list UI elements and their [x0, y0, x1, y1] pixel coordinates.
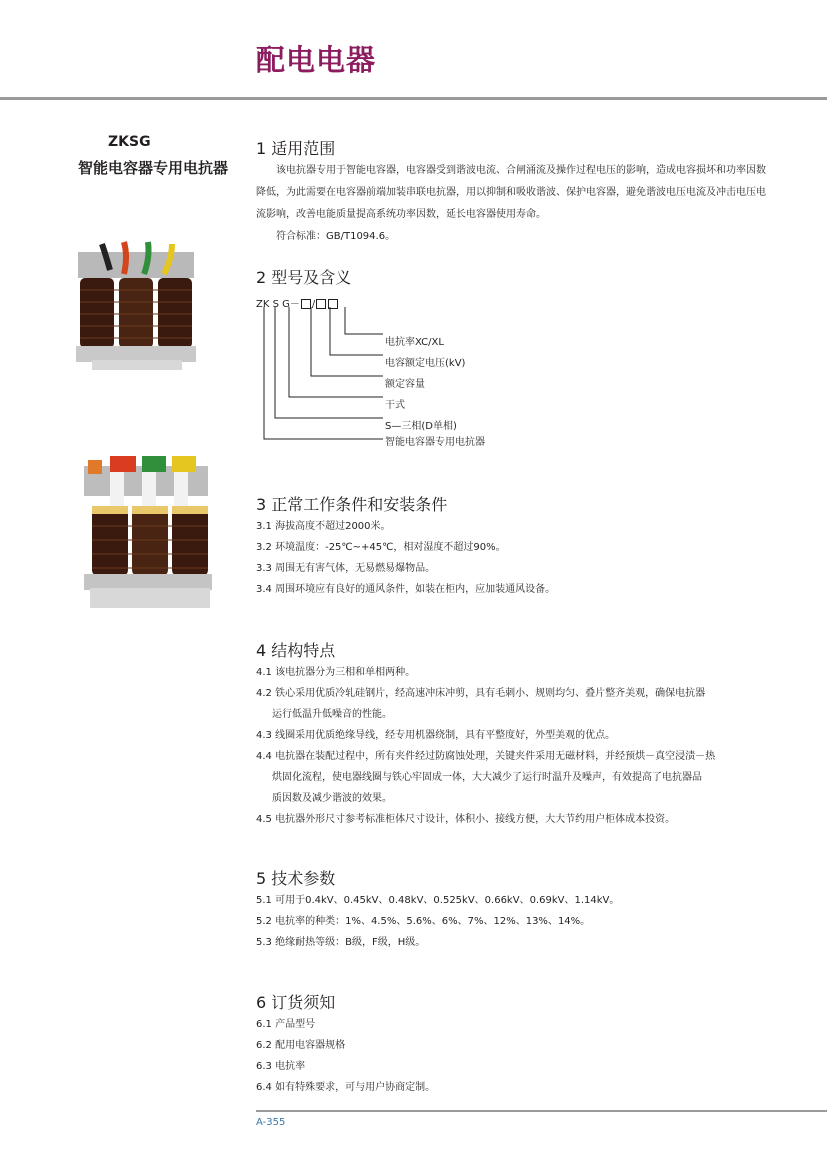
section-5-list: [256, 890, 776, 953]
model-label-6: 智能电容器专用电抗器: [385, 437, 485, 448]
list-item: 3.1 海拔高度不超过2000米。: [256, 521, 391, 532]
product-code: ZKSG: [108, 134, 151, 150]
list-item-continuation: 烘固化流程，使电器线圈与铁心牢固成一体，大大减少了运行时温升及噪声，有效提高了电抗器品: [272, 772, 702, 783]
section-2-title: 2 型号及含义: [256, 268, 352, 287]
list-item-continuation: 质因数及减少谐波的效果。: [272, 793, 392, 804]
section-3-list: [256, 516, 776, 600]
section-1-title: 1 适用范围: [256, 139, 336, 158]
section-6-list: [256, 1014, 776, 1098]
list-item: 3.3 周围无有害气体，无易燃易爆物品。: [256, 563, 436, 574]
list-item: 6.3 电抗率: [256, 1061, 306, 1072]
list-item: 4.5 电抗器外形尺寸参考标准柜体尺寸设计，体积小、接线方便，大大节约用户柜体成本投资。: [256, 814, 676, 825]
section-1-standard: 符合标准：GB/T1094.6。: [276, 231, 396, 242]
section-1-body: [256, 160, 772, 248]
list-item: 4.3 线圈采用优质绝缘导线，经专用机器绕制，具有平整度好，外型美观的优点。: [256, 730, 616, 741]
list-item: 5.3 绝缘耐热等级：B级，F级，H级。: [256, 937, 426, 948]
page-header-title: 配电电器: [256, 43, 377, 77]
list-item: 4.2 铁心采用优质冷轧硅钢片，经高速冲床冲剪，具有毛刺小、规则均匀、叠片整齐美观，确保电抗器: [256, 688, 706, 699]
section-3-title: 3 正常工作条件和安装条件: [256, 495, 448, 514]
list-item: 6.4 如有特殊要求，可与用户协商定制。: [256, 1082, 436, 1093]
model-code-slash: /: [311, 299, 316, 310]
section-6-title: 6 订货须知: [256, 993, 336, 1012]
list-item: 6.2 配用电容器规格: [256, 1040, 346, 1051]
header-divider: [0, 97, 827, 100]
list-item: 3.4 周围环境应有良好的通风条件，如装在柜内，应加装通风设备。: [256, 584, 556, 595]
section-4-list: [256, 662, 776, 830]
list-item: 3.2 环境温度：-25℃~+45℃，相对湿度不超过90%。: [256, 542, 506, 553]
model-code-leader-lines: [256, 305, 396, 445]
section-4-title: 4 结构特点: [256, 641, 336, 660]
model-code-prefix: ZK S G－: [256, 299, 300, 310]
model-label-4: 干式: [385, 400, 405, 411]
model-label-1: 电抗率XC/XL: [385, 337, 444, 348]
model-label-3: 额定容量: [385, 379, 425, 390]
product-name: 智能电容器专用电抗器: [78, 159, 229, 177]
list-item: 5.1 可用于0.4kV、0.45kV、0.48kV、0.525kV、0.66kV、0.69kV、1.14kV。: [256, 895, 620, 906]
model-label-2: 电容额定电压(kV): [385, 358, 466, 369]
footer-divider: [256, 1110, 827, 1112]
reactor-photo-2: [80, 452, 216, 614]
list-item: 6.1 产品型号: [256, 1019, 316, 1030]
model-label-5: S—三相(D单相): [385, 421, 457, 432]
list-item: 4.1 该电抗器分为三相和单相两种。: [256, 667, 416, 678]
section-1-text: 该电抗器专用于智能电容器，电容器受到谐波电流、合闸涌流及操作过程电压的影响，造成电容损坏和功率因数降低，为此需要在电容器前端加装串联电抗器，用以抑制和吸收谐波、保护电容器，避免谐波电压电流及冲击电压电流影响，改善电能质量提高系统功率因数，延长电容器使用寿命。: [256, 165, 766, 220]
list-item-continuation: 运行低温升低噪音的性能。: [272, 709, 392, 720]
page-number: A-355: [256, 1117, 286, 1128]
section-5-title: 5 技术参数: [256, 869, 336, 888]
list-item: 5.2 电抗率的种类：1%、4.5%、5.6%、6%、7%、12%、13%、14%。: [256, 916, 591, 927]
reactor-photo-1: [72, 240, 200, 372]
list-item: 4.4 电抗器在装配过程中，所有夹件经过防腐蚀处理，关键夹件采用无磁材料，并经预烘－真空浸渍－热: [256, 751, 716, 762]
